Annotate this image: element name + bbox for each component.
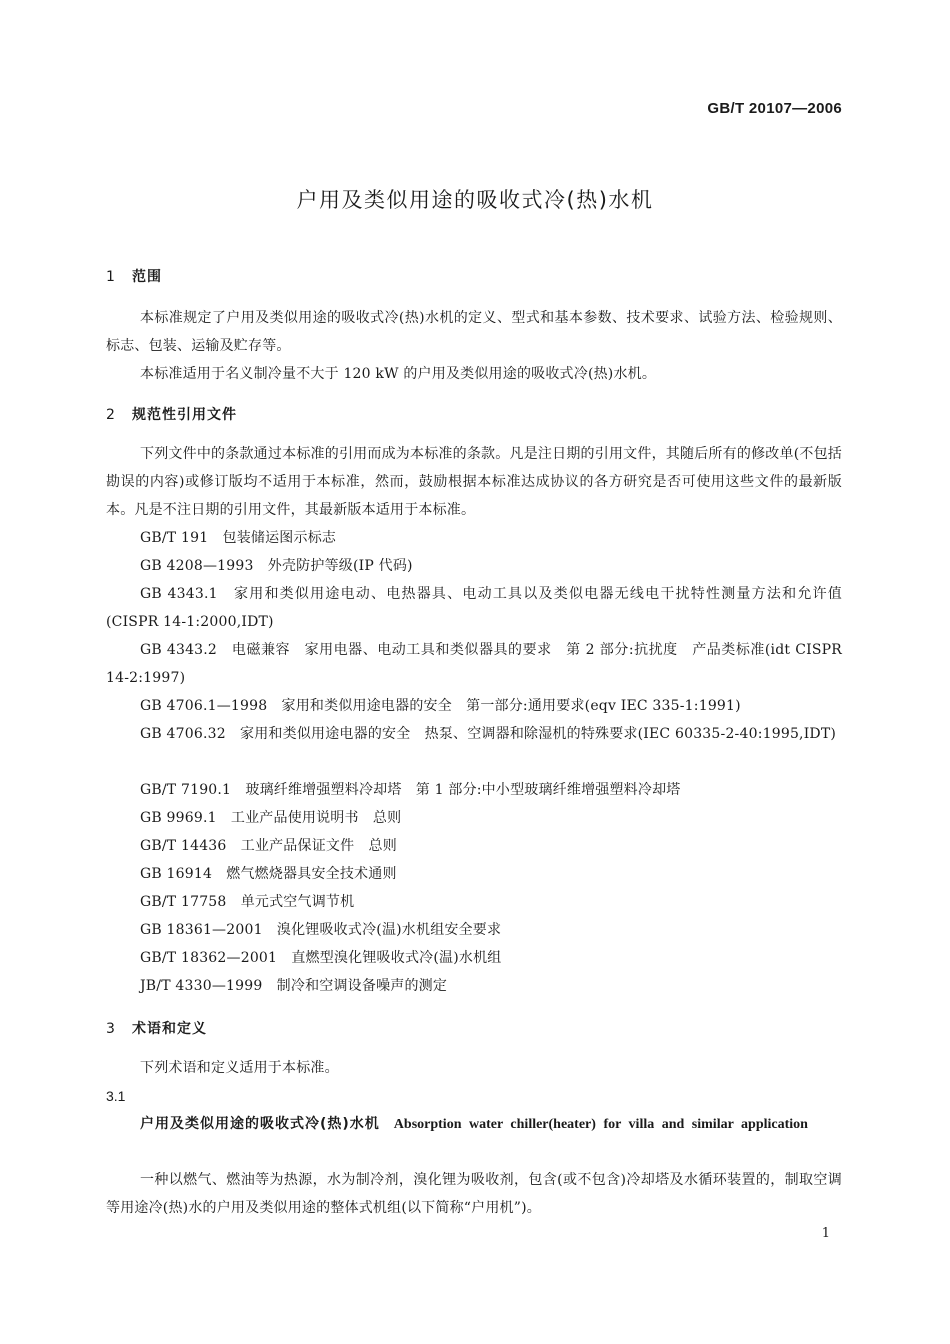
reference-item: GB 4706.1—1998 家用和类似用途电器的安全 第一部分:通用要求(eqv IEC 335-1:1991) (140, 698, 741, 714)
section-number: 2 (106, 407, 116, 423)
section-2-heading (106, 404, 237, 424)
reference-item: GB 4343.2 电磁兼容 家用电器、电动工具和类似器具的要求 第 2 部分:抗扰度 产品类标准(idt CISPR 14-2:1997) (106, 642, 842, 686)
reference-item: GB 18361—2001 溴化锂吸收式冷(温)水机组安全要求 (140, 922, 502, 938)
section-1-heading (106, 266, 162, 286)
reference-item: GB 4706.32 家用和类似用途电器的安全 热泵、空调器和除湿机的特殊要求(IEC 60335-2-40:1995,IDT) (140, 726, 837, 742)
reference-item: JB/T 4330—1999 制冷和空调设备噪声的测定 (140, 978, 448, 994)
section-1-paragraph: 本标准适用于名义制冷量不大于 120 kW 的户用及类似用途的吸收式冷(热)水机。 (140, 366, 657, 382)
section-title: 术语和定义 (132, 1021, 207, 1037)
term-definition: 一种以燃气、燃油等为热源，水为制冷剂，溴化锂为吸收剂，包含(或不包含)冷却塔及水循环装置的，制取空调等用途冷(热)水的户用及类似用途的整体式机组(以下简称“户用机”)。 (106, 1172, 842, 1216)
reference-item: GB/T 7190.1 玻璃纤维增强塑料冷却塔 第 1 部分:中小型玻璃纤维增强塑料冷却塔 (140, 782, 681, 798)
document-title: 户用及类似用途的吸收式冷(热)水机 (296, 188, 654, 212)
reference-item: GB/T 17758 单元式空气调节机 (140, 894, 355, 910)
reference-item: GB/T 191 包装储运图示标志 (140, 530, 337, 546)
section-1-paragraph: 本标准规定了户用及类似用途的吸收式冷(热)水机的定义、型式和基本参数、技术要求、试验方法、检验规则、标志、包装、运输及贮存等。 (106, 310, 842, 354)
section-number: 3 (106, 1021, 116, 1037)
reference-item: GB 4208—1993 外壳防护等级(IP 代码) (140, 558, 413, 574)
section-title: 范围 (132, 269, 162, 285)
term-chinese: 户用及类似用途的吸收式冷(热)水机 (140, 1116, 380, 1132)
reference-item: GB/T 18362—2001 直燃型溴化锂吸收式冷(温)水机组 (140, 950, 502, 966)
section-title: 规范性引用文件 (132, 407, 237, 423)
section-2-intro: 下列文件中的条款通过本标准的引用而成为本标准的条款。凡是注日期的引用文件，其随后所有的修改单(不包括勘误的内容)或修订版均不适用于本标准，然而，鼓励根据本标准达成协议的各方研究是否可使用这些文件的最新版本。凡是不注日期的引用文件，其最新版本适用于本标准。 (106, 446, 842, 518)
term-entry (106, 1110, 842, 1139)
reference-item: GB 16914 燃气燃烧器具安全技术通则 (140, 866, 397, 882)
standard-code: GB/T 20107—2006 (707, 100, 842, 117)
section-number: 1 (106, 269, 116, 285)
reference-item: GB 9969.1 工业产品使用说明书 总则 (140, 810, 402, 826)
term-english: Absorption water chiller(heater) for villa and similar application (393, 1117, 808, 1132)
section-3-intro: 下列术语和定义适用于本标准。 (140, 1060, 339, 1076)
reference-item: GB/T 14436 工业产品保证文件 总则 (140, 838, 397, 854)
page-number: 1 (821, 1226, 830, 1241)
subsection-number: 3.1 (106, 1088, 126, 1104)
reference-item: GB 4343.1 家用和类似用途电动、电热器具、电动工具以及类似电器无线电干扰特性测量方法和允许值(CISPR 14-1:2000,IDT) (106, 586, 842, 630)
section-3-heading (106, 1018, 207, 1038)
